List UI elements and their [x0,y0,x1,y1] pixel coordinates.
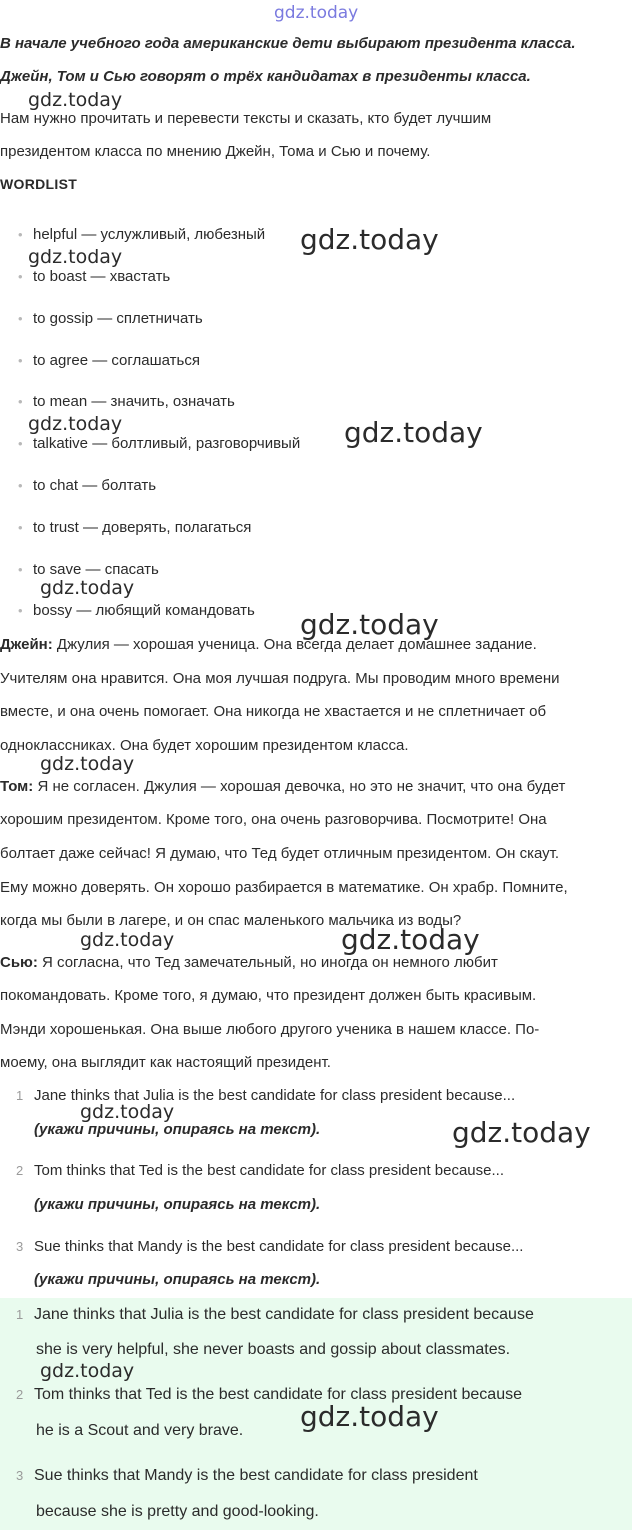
wordlist-item: • to gossip — сплетничать [18,310,203,327]
tom-line: когда мы были в лагере, и он спас маленького мальчика из воды? [0,912,462,929]
wordlist-item: • talkative — болтливый, разговорчивый [18,435,301,452]
intro-line: Джейн, Том и Сью говорят о трёх кандидатах в президенты класса. [0,68,531,85]
jane-line: одноклассниках. Она будет хорошим президентом класса. [0,737,409,754]
wordlist-item: • to trust — доверять, полагаться [18,519,252,536]
sue-line: моему, она выглядит как настоящий президент. [0,1054,331,1071]
tom-line: болтает даже сейчас! Я думаю, что Тед будет отличным президентом. Он скаут. [0,845,560,862]
wordlist-heading: WORDLIST [0,176,78,192]
watermark: gdz.today [28,89,123,111]
task-number: 1 [16,1088,24,1103]
watermark: gdz.today [452,1116,591,1149]
intro-line: Нам нужно прочитать и перевести тексты и сказать, кто будет лучшим [0,110,492,127]
bullet-icon: • [18,394,23,409]
answer-line: 3 Sue thinks that Mandy is the best candidate for class president [16,1467,478,1484]
wordlist-item: • to boast — хвастать [18,268,171,285]
sue-line: покомандовать. Кроме того, я думаю, что президент должен быть красивым. [0,987,537,1004]
answer-line: because she is pretty and good-looking. [36,1503,319,1520]
sue-line: Сью: Я согласна, что Тед замечательный, но иногда он немного любит [0,954,498,971]
bullet-icon: • [18,227,23,242]
intro-line: президентом класса по мнению Джейн, Тома и Сью и почему. [0,143,431,160]
watermark: gdz.today [341,923,480,956]
task-hint: (укажи причины, опираясь на текст). [34,1271,321,1288]
watermark: gdz.today [344,416,483,449]
watermark: gdz.today [40,1360,135,1382]
sue-line: Мэнди хорошенькая. Она выше любого другого ученика в нашем классе. По- [0,1021,540,1038]
answer-line: 2 Tom thinks that Ted is the best candidate for class president because [16,1386,522,1403]
answer-line: she is very helpful, she never boasts and gossip about classmates. [36,1341,511,1358]
jane-line: Джейн: Джулия — хорошая ученица. Она всегда делает домашнее задание. [0,636,537,653]
wordlist-item: • to agree — соглашаться [18,352,200,369]
task-item: 2 Tom thinks that Ted is the best candidate for class president because... [16,1162,504,1179]
bullet-icon: • [18,478,23,493]
watermark: gdz.today [80,929,175,951]
bullet-icon: • [18,436,23,451]
watermark: gdz.today [80,1101,175,1123]
wordlist-item: • to chat — болтать [18,477,157,494]
answer-number: 3 [16,1468,24,1483]
task-item: 1 Jane thinks that Julia is the best candidate for class president because... [16,1087,516,1104]
task-hint: (укажи причины, опираясь на текст). [34,1196,321,1213]
tom-line: Том: Я не согласен. Джулия — хорошая девочка, но это не значит, что она будет [0,778,566,795]
task-number: 3 [16,1239,24,1254]
watermark: gdz.today [300,608,439,641]
speaker-tom: Том: [0,778,34,795]
task-number: 2 [16,1163,24,1178]
answer-number: 2 [16,1387,24,1402]
watermark: gdz.today [40,753,135,775]
tom-line: хорошим президентом. Кроме того, она очень разговорчива. Посмотрите! Она [0,811,547,828]
watermark: gdz.today [300,223,439,256]
watermark-top: gdz.today [274,3,359,23]
intro-line: В начале учебного года американские дети выбирают президента класса. [0,35,576,52]
watermark: gdz.today [28,246,123,268]
bullet-icon: • [18,311,23,326]
wordlist-item: • to save — спасать [18,561,159,578]
wordlist-item: • to mean — значить, означать [18,393,235,410]
bullet-icon: • [18,520,23,535]
jane-line: вместе, и она очень помогает. Она никогда не хвастается и не сплетничает об [0,703,547,720]
bullet-icon: • [18,562,23,577]
wordlist-item: • helpful — услужливый, любезный [18,226,266,243]
wordlist-item: • bossy — любящий командовать [18,602,255,619]
tom-line: Ему можно доверять. Он хорошо разбирается в математике. Он храбр. Помните, [0,879,568,896]
watermark: gdz.today [40,577,135,599]
answer-number: 1 [16,1307,24,1322]
speaker-sue: Сью: [0,954,38,971]
watermark: gdz.today [300,1400,439,1433]
jane-line: Учителям она нравится. Она моя лучшая подруга. Мы проводим много времени [0,670,560,687]
task-item: 3 Sue thinks that Mandy is the best candidate for class president because... [16,1238,524,1255]
answer-line: 1 Jane thinks that Julia is the best candidate for class president because [16,1306,534,1323]
bullet-icon: • [18,269,23,284]
bullet-icon: • [18,353,23,368]
answer-line: he is a Scout and very brave. [36,1422,244,1439]
bullet-icon: • [18,603,23,618]
speaker-jane: Джейн: [0,636,53,653]
task-hint: (укажи причины, опираясь на текст). [34,1121,321,1138]
watermark: gdz.today [28,413,123,435]
